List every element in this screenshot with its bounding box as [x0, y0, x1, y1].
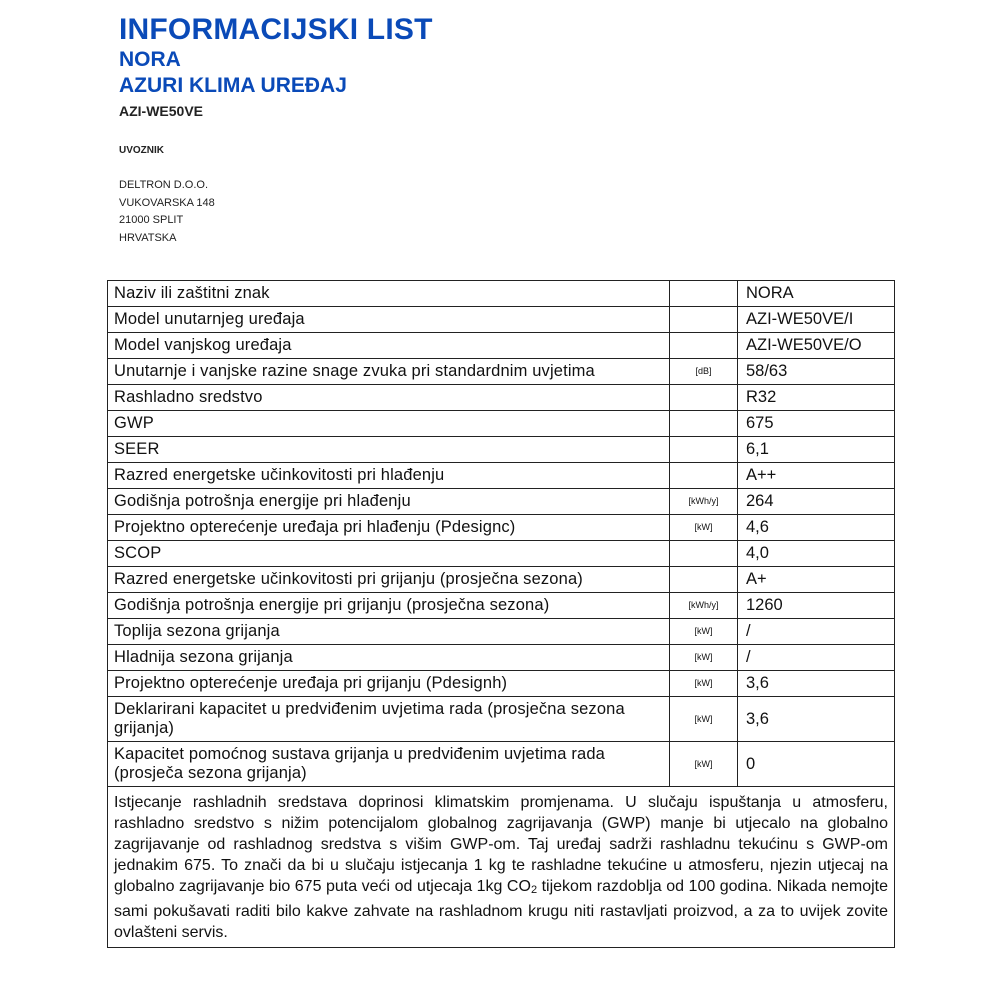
spec-table — [107, 280, 895, 948]
row-unit: [kW] — [670, 619, 738, 645]
row-name: Godišnja potrošnja energije pri hlađenju — [108, 489, 670, 515]
refrigerant-note — [108, 787, 895, 948]
table-row — [108, 645, 895, 671]
row-name: SEER — [108, 437, 670, 463]
table-row — [108, 411, 895, 437]
row-value: 0 — [738, 742, 895, 787]
row-name: Model unutarnjeg uređaja — [108, 307, 670, 333]
note-text-part2: tijekom razdoblja od 100 godina. Nikada nemojte sami pokušavati raditi bilo kakve zahvate na rashladnom krugu niti rastavljati proizvod, a za to uvijek zovite ovlašteni servis. — [114, 878, 889, 941]
product-name: AZURI KLIMA UREĐAJ — [119, 74, 347, 97]
row-name: GWP — [108, 411, 670, 437]
row-value: AZI-WE50VE/O — [738, 333, 895, 359]
row-value: 675 — [738, 411, 895, 437]
table-row — [108, 385, 895, 411]
row-unit: [kWh/y] — [670, 489, 738, 515]
document-title: INFORMACIJSKI LIST — [119, 13, 433, 46]
table-row — [108, 742, 895, 787]
table-row — [108, 437, 895, 463]
row-unit — [670, 437, 738, 463]
row-unit: [kW] — [670, 697, 738, 742]
row-name: Toplija sezona grijanja — [108, 619, 670, 645]
row-value: NORA — [738, 281, 895, 307]
row-name: Hladnija sezona grijanja — [108, 645, 670, 671]
table-row — [108, 489, 895, 515]
row-name: Unutarnje i vanjske razine snage zvuka pri standardnim uvjetima — [108, 359, 670, 385]
row-value: 6,1 — [738, 437, 895, 463]
table-row — [108, 697, 895, 742]
table-row — [108, 541, 895, 567]
row-value: 3,6 — [738, 697, 895, 742]
row-unit — [670, 411, 738, 437]
row-unit — [670, 281, 738, 307]
row-unit — [670, 385, 738, 411]
table-row — [108, 593, 895, 619]
row-value: / — [738, 645, 895, 671]
row-unit: [kW] — [670, 742, 738, 787]
importer-line: VUKOVARSKA 148 — [119, 196, 215, 209]
table-row — [108, 281, 895, 307]
note-subscript: 2 — [530, 884, 538, 896]
row-unit: [dB] — [670, 359, 738, 385]
row-unit — [670, 333, 738, 359]
note-text-part1: Istjecanje rashladnih sredstava doprinosi klimatskim promjenama. U slučaju ispuštanja u atmosferu, rashladno sredstvo s nižim potencijalom globalnog zagrijavanja (GWP) manje bi utjecalo na globalno zagrijavanje od rashladnog sredstva s višim GWP-om. Taj uređaj sadrži rashladnu tekućinu s GWP-om jednakim 675. To znači da bi u slučaju istjecanja 1 kg te rashladne tekućine u atmosferu, njezin utjecaj na globalno zagrijavanje bio 675 puta veći od utjecaja 1kg CO — [114, 794, 888, 895]
row-name: Razred energetske učinkovitosti pri grijanju (prosječna sezona) — [108, 567, 670, 593]
row-value: R32 — [738, 385, 895, 411]
row-unit — [670, 307, 738, 333]
brand-name: NORA — [119, 48, 181, 71]
importer-address — [119, 177, 215, 247]
row-name: Razred energetske učinkovitosti pri hlađenju — [108, 463, 670, 489]
importer-label: UVOZNIK — [119, 145, 164, 156]
row-value: 3,6 — [738, 671, 895, 697]
row-value: 4,0 — [738, 541, 895, 567]
table-row — [108, 515, 895, 541]
row-name: Godišnja potrošnja energije pri grijanju (prosječna sezona) — [108, 593, 670, 619]
row-value: A+ — [738, 567, 895, 593]
table-row — [108, 671, 895, 697]
importer-line: 21000 SPLIT — [119, 214, 184, 226]
row-unit — [670, 541, 738, 567]
row-name: Projektno opterećenje uređaja pri hlađenju (Pdesignc) — [108, 515, 670, 541]
row-unit — [670, 463, 738, 489]
row-value: 1260 — [738, 593, 895, 619]
row-value: 58/63 — [738, 359, 895, 385]
table-row — [108, 619, 895, 645]
row-unit: [kW] — [670, 671, 738, 697]
row-value: AZI-WE50VE/I — [738, 307, 895, 333]
row-name: Model vanjskog uređaja — [108, 333, 670, 359]
model-code: AZI-WE50VE — [119, 103, 204, 119]
row-value: 264 — [738, 489, 895, 515]
importer-line: DELTRON D.O.O. — [119, 179, 209, 191]
table-row — [108, 333, 895, 359]
row-name: Deklarirani kapacitet u predviđenim uvjetima rada (prosječna sezona grijanja) — [108, 697, 670, 742]
row-unit: [kW] — [670, 515, 738, 541]
table-row — [108, 359, 895, 385]
table-row — [108, 463, 895, 489]
row-value: / — [738, 619, 895, 645]
row-name: Rashladno sredstvo — [108, 385, 670, 411]
importer-line: HRVATSKA — [119, 231, 177, 244]
row-unit: [kW] — [670, 645, 738, 671]
note-row — [108, 787, 895, 948]
row-value: 4,6 — [738, 515, 895, 541]
table-row — [108, 307, 895, 333]
table-row — [108, 567, 895, 593]
row-unit: [kWh/y] — [670, 593, 738, 619]
row-name: Naziv ili zaštitni znak — [108, 281, 670, 307]
row-name: Projektno opterećenje uređaja pri grijanju (Pdesignh) — [108, 671, 670, 697]
row-value: A++ — [738, 463, 895, 489]
row-name: Kapacitet pomoćnog sustava grijanja u predviđenim uvjetima rada (prosječa sezona grijanja) — [108, 742, 670, 787]
row-name: SCOP — [108, 541, 670, 567]
row-unit — [670, 567, 738, 593]
